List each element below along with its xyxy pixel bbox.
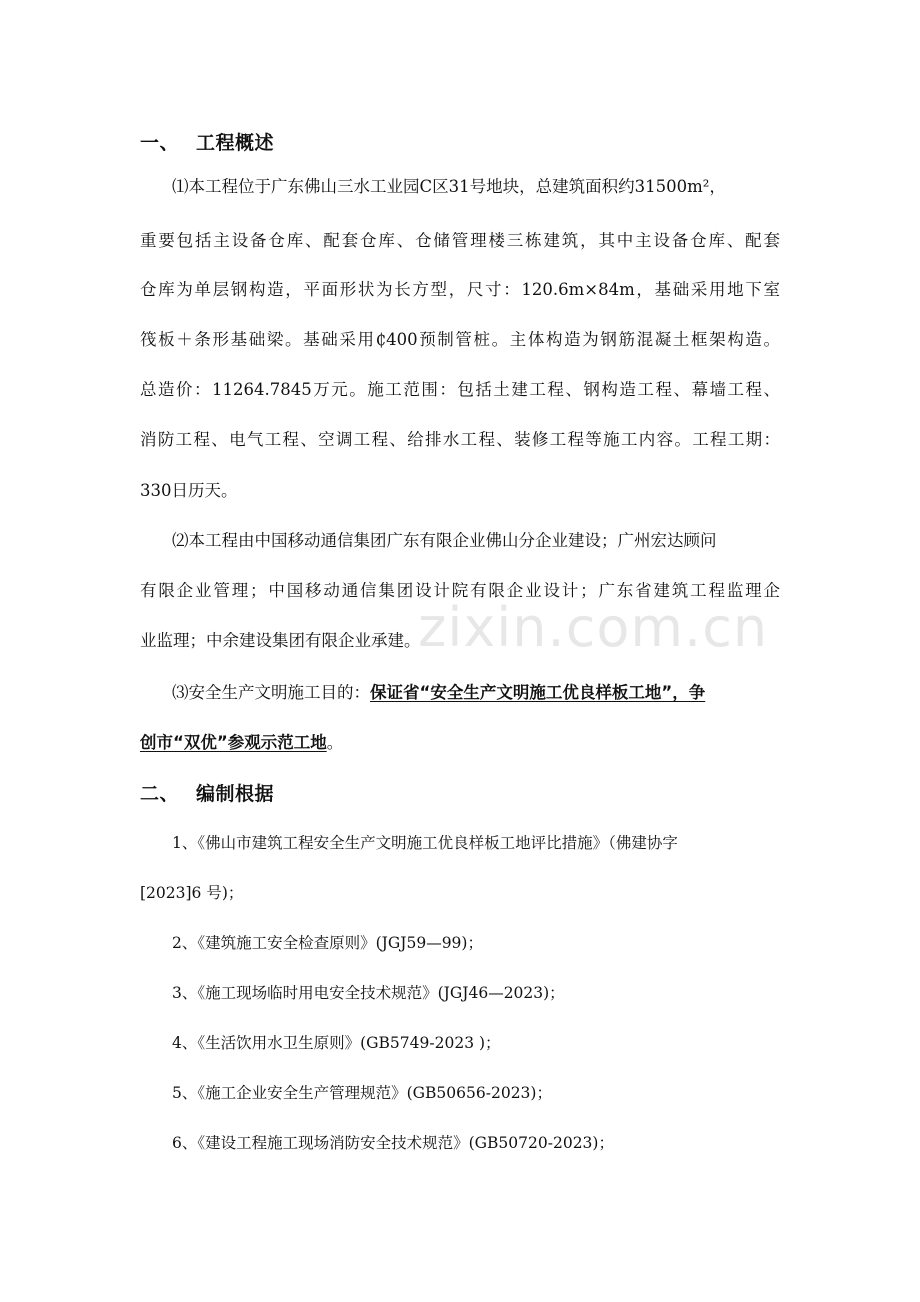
reference-item: 6、《建设工程施工现场消防安全技术规范》(GB50720-2023)；: [172, 1134, 614, 1152]
reference-item: 2、《建筑施工安全检查原则》(JGJ59—99)；: [172, 934, 483, 952]
section-title: 工程概述: [196, 132, 275, 154]
paragraph-line: ⑵本工程由中国移动通信集团广东有限企业佛山分企业建设；广州宏达顾问: [172, 531, 717, 550]
section-heading-basis: [140, 779, 274, 806]
goal-line: [172, 682, 780, 704]
paragraph-line: ⑴本工程位于广东佛山三水工业园C区31号地块，总建筑面积约31500m²，: [172, 177, 726, 196]
paragraph-line: 消防工程、电气工程、空调工程、给排水工程、装修工程等施工内容。工程工期：: [140, 430, 780, 449]
paragraph-line: 仓库为单层钢构造，平面形状为长方型，尺寸：120.6m×84m，基础采用地下室: [140, 280, 780, 299]
paragraph-line: 业监理；中余建设集团有限企业承建。: [140, 631, 421, 650]
goal-label: ⑶安全生产文明施工目的：: [172, 683, 370, 702]
section-title: 编制根据: [196, 783, 275, 805]
reference-item: 4、《生活饮用水卫生原则》(GB5749-2023 )；: [172, 1034, 501, 1052]
paragraph-line: 有限企业管理；中国移动通信集团设计院有限企业设计；广东省建筑工程监理企: [140, 581, 780, 600]
section-number: 二、: [140, 783, 180, 805]
section-heading-overview: [140, 128, 274, 155]
paragraph-line: 330日历天。: [140, 481, 238, 500]
reference-item: 5、《施工企业安全生产管理规范》(GB50656-2023)；: [172, 1084, 552, 1102]
goal-text: 创市“双优”参观示范工地: [140, 733, 327, 752]
paragraph-line: 重要包括主设备仓库、配套仓库、仓储管理楼三栋建筑，其中主设备仓库、配套: [140, 231, 780, 250]
goal-text: 保证省“安全生产文明施工优良样板工地”，争: [370, 683, 706, 702]
reference-item: 1、《佛山市建筑工程安全生产文明施工优良样板工地评比措施》（佛建协字: [172, 834, 678, 852]
reference-item: 3、《施工现场临时用电安全技术规范》(JGJ46—2023)；: [172, 984, 565, 1002]
paragraph-line: 总造价：11264.7845万元。施工范围：包括土建工程、钢构造工程、幕墙工程、: [140, 380, 780, 399]
watermark: zixin.com.cn: [418, 596, 769, 659]
paragraph-line: 筏板＋条形基础梁。基础采用₵400预制管桩。主体构造为钢筋混凝土框架构造。: [140, 330, 780, 349]
reference-item: [2023]6 号)；: [140, 884, 244, 902]
goal-end: 。: [326, 733, 344, 752]
section-number: 一、: [140, 132, 180, 154]
goal-line: [140, 732, 780, 754]
